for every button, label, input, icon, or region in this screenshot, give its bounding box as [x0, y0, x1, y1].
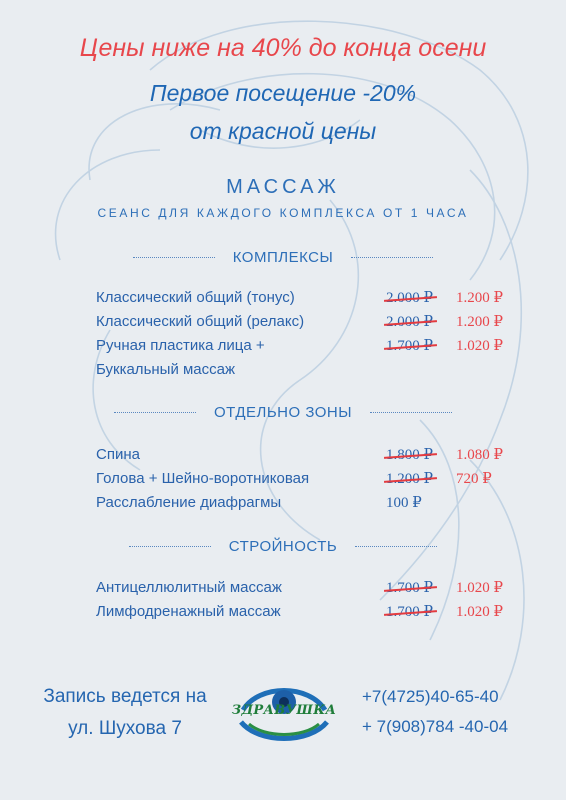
- dotted-divider: [129, 546, 211, 547]
- new-price: 1.020 ₽: [456, 604, 504, 620]
- price-list-zones: [0, 443, 566, 515]
- dotted-divider: [133, 257, 215, 258]
- service-name: Расслабление диафрагмы: [96, 494, 282, 511]
- old-price: 1.200 ₽: [386, 467, 433, 491]
- price-row: [0, 491, 566, 515]
- promo-first-visit: Первое посещение -20%: [149, 80, 417, 106]
- group-title: КОМПЛЕКСЫ: [232, 248, 334, 266]
- price-row-continuation: [0, 358, 566, 382]
- group-header-slim: [0, 536, 566, 556]
- service-name: Лимфодренажный массаж: [96, 603, 281, 620]
- phone-number-2: + 7(908)784 -40-04: [362, 717, 509, 736]
- service-name: Спина: [96, 446, 140, 463]
- dotted-divider: [114, 412, 196, 413]
- price: 100 ₽: [386, 495, 422, 511]
- old-price: 1.800 ₽: [386, 443, 433, 467]
- dotted-divider: [370, 412, 452, 413]
- old-price: 1.700 ₽: [386, 600, 433, 624]
- section-title: МАССАЖ: [226, 176, 340, 198]
- phone-number-1: +7(4725)40-65-40: [362, 687, 499, 706]
- price-row: [0, 286, 566, 310]
- service-name: Классический общий (релакс): [96, 313, 305, 330]
- old-price: 2.000 ₽: [386, 286, 433, 310]
- price-list-slim: [0, 576, 566, 624]
- price-row: [0, 576, 566, 600]
- new-price: 1.020 ₽: [456, 338, 504, 354]
- old-price: 1.700 ₽: [386, 334, 433, 358]
- new-price: 1.200 ₽: [456, 290, 504, 306]
- price-row: [0, 467, 566, 491]
- promo-discount-headline: Цены ниже на 40% до конца осени: [79, 34, 487, 62]
- dotted-divider: [355, 546, 437, 547]
- new-price: 1.200 ₽: [456, 314, 504, 330]
- group-header-zones: [0, 402, 566, 422]
- price-row: [0, 310, 566, 334]
- zdravushka-logo: [229, 680, 339, 748]
- old-price: 1.700 ₽: [386, 576, 433, 600]
- service-name: Голова + Шейно-воротниковая: [96, 470, 310, 487]
- section-subtitle: СЕАНС ДЛЯ КАЖДОГО КОМПЛЕКСА ОТ 1 ЧАСА: [97, 206, 469, 220]
- address-text: ул. Шухова 7: [68, 718, 182, 739]
- service-name: Антицеллюлитный массаж: [96, 579, 282, 596]
- logo-wordmark: ЗДРАВУШКА: [231, 703, 337, 718]
- old-price: 2.000 ₽: [386, 310, 433, 334]
- new-price: 1.080 ₽: [456, 447, 504, 463]
- service-name: Ручная пластика лица +: [96, 337, 265, 354]
- price-row: [0, 600, 566, 624]
- service-name-continuation: Буккальный массаж: [96, 361, 236, 378]
- group-header-complexes: [0, 247, 566, 267]
- new-price: 720 ₽: [456, 471, 492, 487]
- group-title: СТРОЙНОСТЬ: [228, 537, 338, 555]
- price-row: [0, 443, 566, 467]
- price-list-complexes: [0, 286, 566, 382]
- promo-first-visit-note: от красной цены: [189, 118, 377, 144]
- dotted-divider: [351, 257, 433, 258]
- service-name: Классический общий (тонус): [96, 289, 295, 306]
- booking-text: Запись ведется на: [43, 686, 207, 707]
- group-title: ОТДЕЛЬНО ЗОНЫ: [213, 403, 353, 421]
- price-row: [0, 334, 566, 358]
- new-price: 1.020 ₽: [456, 580, 504, 596]
